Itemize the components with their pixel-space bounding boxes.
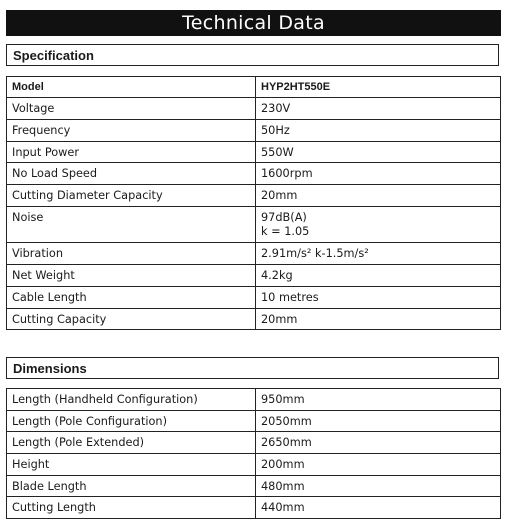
table-row xyxy=(7,207,501,243)
model-value: HYP2HT550E xyxy=(256,77,501,98)
row-value: 200mm xyxy=(256,454,501,476)
row-label: Net Weight xyxy=(7,265,256,287)
row-label: Length (Pole Extended) xyxy=(7,432,256,454)
row-label: Length (Handheld Configuration) xyxy=(7,389,256,411)
row-label: Noise xyxy=(7,207,256,243)
row-label: Input Power xyxy=(7,142,256,163)
row-value: 50Hz xyxy=(256,120,501,142)
row-value: 97dB(A) k = 1.05 xyxy=(256,207,501,243)
row-value: 2.91m/s² k-1.5m/s² xyxy=(256,243,501,265)
table-row xyxy=(7,287,501,309)
row-label: Voltage xyxy=(7,98,256,120)
table-row xyxy=(7,454,501,476)
row-label: Vibration xyxy=(7,243,256,265)
table-row xyxy=(7,309,501,330)
dimensions-table xyxy=(6,388,501,519)
row-value: 230V xyxy=(256,98,501,120)
table-row xyxy=(7,389,501,411)
table-row xyxy=(7,411,501,432)
row-value: 20mm xyxy=(256,185,501,207)
specification-heading: Specification xyxy=(6,44,499,66)
table-row xyxy=(7,77,501,98)
table-row xyxy=(7,98,501,120)
dimensions-heading: Dimensions xyxy=(6,357,499,379)
row-value: 1600rpm xyxy=(256,163,501,185)
row-value: 440mm xyxy=(256,497,501,519)
table-row xyxy=(7,497,501,519)
row-label: Height xyxy=(7,454,256,476)
table-row xyxy=(7,185,501,207)
row-label: Length (Pole Configuration) xyxy=(7,411,256,432)
row-label: No Load Speed xyxy=(7,163,256,185)
row-value: 4.2kg xyxy=(256,265,501,287)
row-value: 950mm xyxy=(256,389,501,411)
table-row xyxy=(7,265,501,287)
specification-table xyxy=(6,76,501,330)
row-label: Cutting Diameter Capacity xyxy=(7,185,256,207)
model-label: Model xyxy=(7,77,256,98)
table-row xyxy=(7,142,501,163)
row-label: Blade Length xyxy=(7,476,256,497)
table-row xyxy=(7,476,501,497)
row-value: 10 metres xyxy=(256,287,501,309)
row-label: Cutting Capacity xyxy=(7,309,256,330)
page-title: Technical Data xyxy=(6,10,501,36)
row-value: 2650mm xyxy=(256,432,501,454)
table-row xyxy=(7,163,501,185)
row-value: 20mm xyxy=(256,309,501,330)
row-value: 550W xyxy=(256,142,501,163)
table-row xyxy=(7,120,501,142)
row-label: Frequency xyxy=(7,120,256,142)
row-value: 2050mm xyxy=(256,411,501,432)
table-row xyxy=(7,243,501,265)
row-label: Cable Length xyxy=(7,287,256,309)
row-label: Cutting Length xyxy=(7,497,256,519)
row-value: 480mm xyxy=(256,476,501,497)
table-row xyxy=(7,432,501,454)
